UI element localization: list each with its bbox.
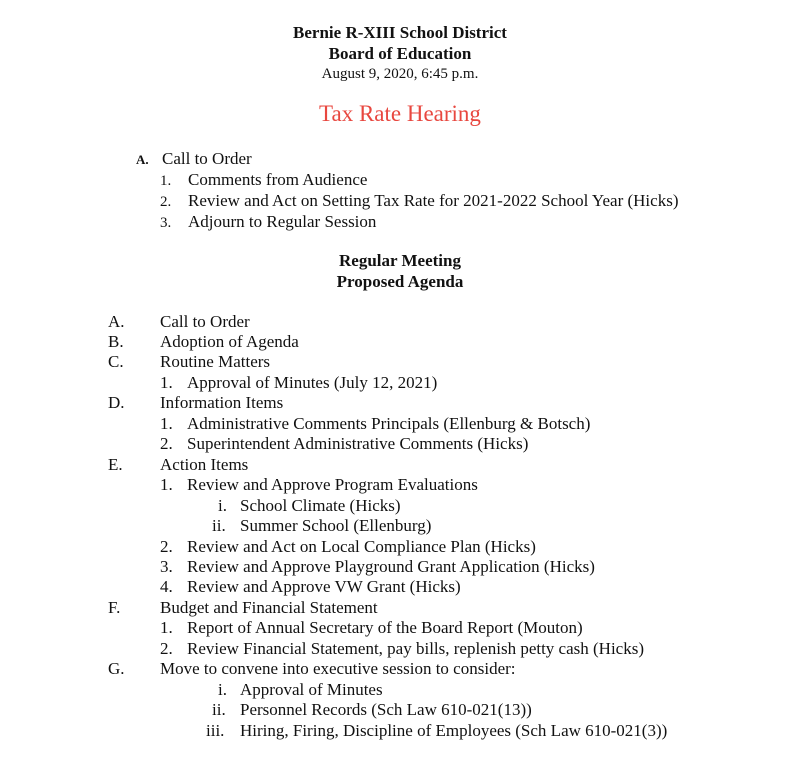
item-label: Move to convene into executive session to consider: <box>160 659 516 678</box>
item-marker: 3. <box>160 557 173 576</box>
item-label: Administrative Comments Principals (Ellenburg & Botsch) <box>187 414 591 433</box>
item-label: Review Financial Statement, pay bills, replenish petty cash (Hicks) <box>187 639 644 658</box>
item-marker: ii. <box>212 516 226 535</box>
meeting-date: August 9, 2020, 6:45 p.m. <box>321 66 479 82</box>
item-marker: A. <box>136 152 149 167</box>
item-label: School Climate (Hicks) <box>240 496 401 515</box>
item-label: Review and Act on Setting Tax Rate for 2021-2022 School Year (Hicks) <box>188 191 679 210</box>
item-label: Hiring, Firing, Discipline of Employees (Sch Law 610-021(3)) <box>240 721 668 740</box>
item-label: Review and Approve VW Grant (Hicks) <box>187 577 461 596</box>
item-marker: iii. <box>206 721 225 740</box>
district-name: Bernie R-XIII School District <box>293 23 507 42</box>
item-marker: B. <box>108 332 124 351</box>
item-marker: 1. <box>160 618 173 637</box>
item-label: Review and Approve Playground Grant Application (Hicks) <box>187 557 595 576</box>
item-label: Action Items <box>160 455 249 474</box>
item-marker: 2. <box>160 537 173 556</box>
item-marker: 1. <box>160 173 172 189</box>
board-name: Board of Education <box>328 44 472 63</box>
item-marker: 4. <box>160 577 173 596</box>
item-label: Report of Annual Secretary of the Board Report (Mouton) <box>187 618 583 637</box>
item-marker: 2. <box>160 194 172 210</box>
item-label: Adjourn to Regular Session <box>188 212 377 231</box>
item-marker: F. <box>108 598 121 617</box>
item-marker: 1. <box>160 414 173 433</box>
item-label: Call to Order <box>160 312 250 331</box>
proposed-agenda-title: Proposed Agenda <box>336 272 464 291</box>
item-label: Review and Approve Program Evaluations <box>187 475 478 494</box>
item-label: Personnel Records (Sch Law 610-021(13)) <box>240 700 532 719</box>
item-marker: G. <box>108 659 125 678</box>
item-marker: A. <box>108 312 125 331</box>
item-label: Call to Order <box>162 149 252 168</box>
item-marker: 1. <box>160 475 173 494</box>
item-marker: i. <box>218 496 227 515</box>
item-label: Review and Act on Local Compliance Plan (Hicks) <box>187 537 536 556</box>
item-marker: 2. <box>160 434 173 453</box>
regular-meeting-title: Regular Meeting <box>339 251 461 270</box>
item-marker: C. <box>108 352 124 371</box>
item-marker: 3. <box>160 215 172 231</box>
item-label: Approval of Minutes (July 12, 2021) <box>187 373 438 392</box>
item-label: Routine Matters <box>160 352 271 371</box>
item-label: Adoption of Agenda <box>160 332 299 351</box>
item-label: Information Items <box>160 393 284 412</box>
hearing-title: Tax Rate Hearing <box>319 101 481 126</box>
item-marker: 1. <box>160 373 173 392</box>
item-marker: E. <box>108 455 123 474</box>
item-marker: 2. <box>160 639 173 658</box>
item-marker: ii. <box>212 700 226 719</box>
item-label: Comments from Audience <box>188 170 368 189</box>
item-label: Summer School (Ellenburg) <box>240 516 432 535</box>
item-marker: i. <box>218 680 227 699</box>
item-marker: D. <box>108 393 125 412</box>
item-label: Budget and Financial Statement <box>160 598 378 617</box>
item-label: Approval of Minutes <box>240 680 383 699</box>
item-label: Superintendent Administrative Comments (Hicks) <box>187 434 529 453</box>
